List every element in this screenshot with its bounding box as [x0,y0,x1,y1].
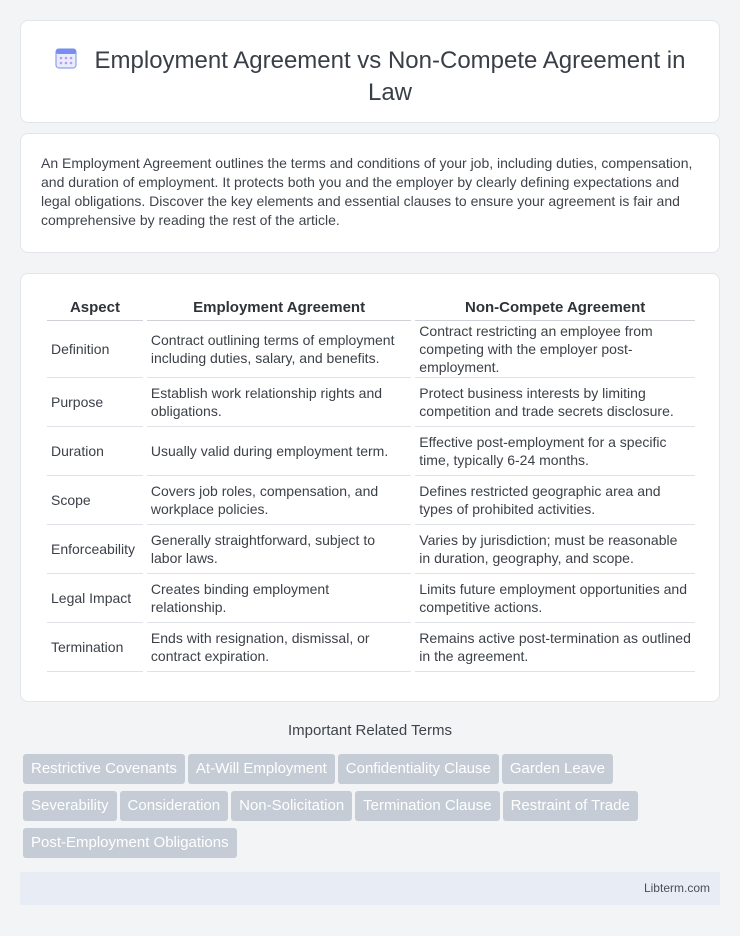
non-compete-cell: Defines restricted geographic area and types of prohibited activities. [415,476,695,525]
non-compete-cell: Remains active post-termination as outlined in the agreement. [415,623,695,672]
header-aspect: Aspect [47,294,143,321]
non-compete-cell: Varies by jurisdiction; must be reasonable in duration, geography, and scope. [415,525,695,574]
aspect-cell: Enforceability [47,525,143,574]
tag-garden-leave[interactable]: Garden Leave [502,754,613,784]
table-header-row [47,294,695,321]
header-employment: Employment Agreement [147,294,411,321]
aspect-cell: Legal Impact [47,574,143,623]
employment-cell: Creates binding employment relationship. [147,574,411,623]
employment-cell: Establish work relationship rights and obligations. [147,378,411,427]
aspect-cell: Termination [47,623,143,672]
tag-termination-clause[interactable]: Termination Clause [355,791,499,821]
related-terms-list [23,754,703,865]
tag-restrictive-covenants[interactable]: Restrictive Covenants [23,754,185,784]
employment-cell: Usually valid during employment term. [147,427,411,476]
aspect-cell: Purpose [47,378,143,427]
header-non-compete: Non-Compete Agreement [415,294,695,321]
footer-site-link[interactable]: Libterm.com [643,881,710,895]
tag-confidentiality-clause[interactable]: Confidentiality Clause [338,754,499,784]
non-compete-cell: Effective post-employment for a specific time, typically 6-24 months. [415,427,695,476]
employment-cell: Contract outlining terms of employment including duties, salary, and benefits. [147,321,411,378]
table-row [47,574,695,623]
employment-cell: Ends with resignation, dismissal, or contract expiration. [147,623,411,672]
page-title: Employment Agreement vs Non-Compete Agreement in Law [94,47,686,106]
non-compete-cell: Contract restricting an employee from competing with the employer post-employment. [415,321,695,378]
footer-bar [20,872,720,905]
aspect-cell: Duration [47,427,143,476]
table-row [47,321,695,378]
aspect-cell: Scope [47,476,143,525]
non-compete-cell: Protect business interests by limiting competition and trade secrets disclosure. [415,378,695,427]
tag-post-employment-obligations[interactable]: Post-Employment Obligations [23,828,237,858]
table-row [47,525,695,574]
tag-severability[interactable]: Severability [23,791,117,821]
aspect-cell: Definition [47,321,143,378]
comparison-card [20,273,720,702]
title-card [20,20,720,123]
employment-cell: Covers job roles, compensation, and workplace policies. [147,476,411,525]
table-row [47,623,695,672]
table-row [47,378,695,427]
tag-consideration[interactable]: Consideration [120,791,229,821]
non-compete-cell: Limits future employment opportunities and competitive actions. [415,574,695,623]
intro-paragraph: An Employment Agreement outlines the terms and conditions of your job, including duties, compensation, and duration of employment. It protects both you and the employer by clearly defining expectations and legal obligations. Discover the key elements and essential clauses to ensure your agreement is fair and comprehensive by reading the rest of the article. [41,155,693,228]
comparison-table [43,294,699,672]
table-row [47,427,695,476]
tag-restraint-of-trade[interactable]: Restraint of Trade [503,791,638,821]
table-row [47,476,695,525]
tag-at-will-employment[interactable]: At-Will Employment [188,754,335,784]
related-terms-heading: Important Related Terms [288,722,452,739]
intro-card [20,133,720,253]
employment-cell: Generally straightforward, subject to labor laws. [147,525,411,574]
tag-non-solicitation[interactable]: Non-Solicitation [231,791,352,821]
